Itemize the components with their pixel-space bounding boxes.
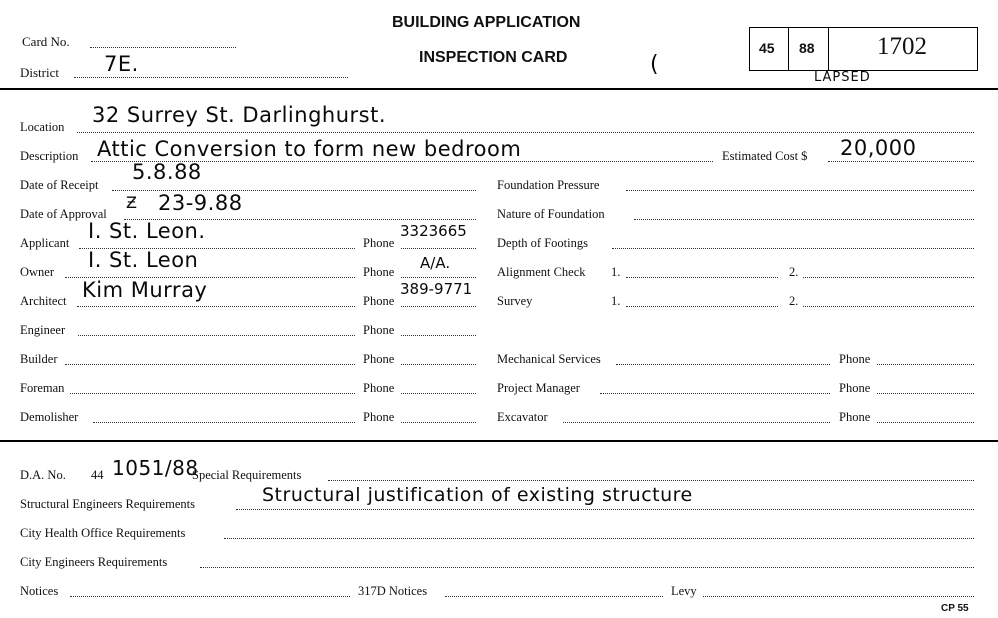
demolisher-phone-field[interactable] xyxy=(401,422,476,423)
owner-phone-label: Phone xyxy=(363,265,395,279)
excavator-label: Excavator xyxy=(497,410,548,424)
applicant-phone-field[interactable] xyxy=(401,248,476,249)
demolisher-field[interactable] xyxy=(93,422,355,423)
applicant-label: Applicant xyxy=(20,236,70,250)
project-manager-field[interactable] xyxy=(600,393,830,394)
da-no-label: D.A. No. xyxy=(20,468,66,482)
city-health-label: City Health Office Requirements xyxy=(20,526,186,540)
engineer-phone-label: Phone xyxy=(363,323,395,337)
foundation-pressure-field[interactable] xyxy=(626,190,974,191)
foreman-phone-field[interactable] xyxy=(401,393,476,394)
margin-mark: ( xyxy=(650,52,660,77)
foreman-phone-label: Phone xyxy=(363,381,395,395)
city-engineers-label: City Engineers Requirements xyxy=(20,555,168,569)
location-value: 32 Surrey St. Darlinghurst. xyxy=(92,103,386,127)
date-of-approval-label: Date of Approval xyxy=(20,207,107,221)
architect-phone-label: Phone xyxy=(363,294,395,308)
location-field[interactable] xyxy=(77,132,974,133)
notices-317d-field[interactable] xyxy=(445,596,663,597)
engineer-field[interactable] xyxy=(78,335,355,336)
section-divider xyxy=(0,440,998,442)
excavator-field[interactable] xyxy=(563,422,830,423)
project-manager-phone-field[interactable] xyxy=(877,393,974,394)
architect-value: Kim Murray xyxy=(82,278,208,302)
mechanical-phone-field[interactable] xyxy=(877,364,974,365)
applicant-value: I. St. Leon. xyxy=(88,219,206,243)
da-no-prefix: 44 xyxy=(91,468,104,482)
owner-label: Owner xyxy=(20,265,55,279)
number-box-card: 1702 xyxy=(828,27,978,71)
depth-of-footings-field[interactable] xyxy=(612,248,974,249)
structural-engineers-label: Structural Engineers Requirements xyxy=(20,497,195,511)
foundation-pressure-label: Foundation Pressure xyxy=(497,178,600,192)
form-title-line2: INSPECTION CARD xyxy=(419,49,568,66)
architect-phone-field[interactable] xyxy=(401,306,476,307)
alignment-check-label: Alignment Check xyxy=(497,265,586,279)
card-no-field[interactable] xyxy=(90,47,236,48)
notices-317d-label: 317D Notices xyxy=(358,584,428,598)
mechanical-services-field[interactable] xyxy=(616,364,830,365)
owner-value: I. St. Leon xyxy=(88,248,199,272)
alignment-check-field-2[interactable] xyxy=(803,277,974,278)
survey-field-1[interactable] xyxy=(626,306,778,307)
architect-label: Architect xyxy=(20,294,67,308)
form-title-line1: BUILDING APPLICATION xyxy=(392,14,581,31)
architect-field[interactable] xyxy=(77,306,355,307)
number-box-year: 88 xyxy=(788,27,829,71)
owner-phone-field[interactable] xyxy=(401,277,476,278)
nature-of-foundation-label: Nature of Foundation xyxy=(497,207,605,221)
alignment-check-field-1[interactable] xyxy=(626,277,778,278)
mechanical-services-label: Mechanical Services xyxy=(497,352,601,366)
nature-of-foundation-field[interactable] xyxy=(634,219,974,220)
structural-engineers-value: Structural justification of existing structure xyxy=(262,484,693,506)
engineer-phone-field[interactable] xyxy=(401,335,476,336)
project-manager-phone-label: Phone xyxy=(839,381,871,395)
da-no-value: 1051/88 xyxy=(112,456,199,480)
owner-phone-value: A/A. xyxy=(420,254,451,272)
description-value: Attic Conversion to form new bedroom xyxy=(97,137,522,161)
alignment-check-num-1: 1. xyxy=(611,265,621,279)
architect-phone-value: 389-9771 xyxy=(400,280,473,298)
builder-label: Builder xyxy=(20,352,58,366)
special-requirements-field[interactable] xyxy=(328,480,974,481)
builder-phone-label: Phone xyxy=(363,352,395,366)
special-requirements-label: Special Requirements xyxy=(192,468,302,482)
engineer-label: Engineer xyxy=(20,323,66,337)
struck-out-mark: Ƶ xyxy=(126,193,138,212)
city-engineers-field[interactable] xyxy=(200,567,974,568)
foreman-field[interactable] xyxy=(70,393,355,394)
form-code: CP 55 xyxy=(941,603,969,614)
foreman-label: Foreman xyxy=(20,381,65,395)
notices-field[interactable] xyxy=(70,596,350,597)
project-manager-label: Project Manager xyxy=(497,381,580,395)
levy-label: Levy xyxy=(671,584,697,598)
estimated-cost-field[interactable] xyxy=(828,161,974,162)
district-value: 7E. xyxy=(104,52,139,76)
survey-num-1: 1. xyxy=(611,294,621,308)
city-health-field[interactable] xyxy=(224,538,974,539)
district-field[interactable] xyxy=(74,77,348,78)
estimated-cost-label: Estimated Cost $ xyxy=(722,149,808,163)
mechanical-phone-label: Phone xyxy=(839,352,871,366)
location-label: Location xyxy=(20,120,65,134)
survey-field-2[interactable] xyxy=(803,306,974,307)
demolisher-label: Demolisher xyxy=(20,410,79,424)
depth-of-footings-label: Depth of Footings xyxy=(497,236,588,250)
applicant-phone-value: 3323665 xyxy=(400,222,467,240)
survey-label: Survey xyxy=(497,294,533,308)
notices-label: Notices xyxy=(20,584,59,598)
structural-engineers-field[interactable] xyxy=(236,509,974,510)
card-no-label: Card No. xyxy=(22,34,70,49)
excavator-phone-label: Phone xyxy=(839,410,871,424)
excavator-phone-field[interactable] xyxy=(877,422,974,423)
date-of-approval-value: 23-9.88 xyxy=(158,191,243,215)
description-label: Description xyxy=(20,149,79,163)
estimated-cost-value: 20,000 xyxy=(840,136,917,160)
survey-num-2: 2. xyxy=(789,294,799,308)
alignment-check-num-2: 2. xyxy=(789,265,799,279)
demolisher-phone-label: Phone xyxy=(363,410,395,424)
lapsed-note: LAPSED xyxy=(814,70,871,85)
applicant-phone-label: Phone xyxy=(363,236,395,250)
levy-field[interactable] xyxy=(703,596,974,597)
number-box-year-prefix: 45 xyxy=(749,27,789,71)
header-divider xyxy=(0,88,998,90)
builder-field[interactable] xyxy=(65,364,355,365)
date-of-receipt-value: 5.8.88 xyxy=(132,160,202,184)
district-label: District xyxy=(20,65,59,80)
date-of-receipt-label: Date of Receipt xyxy=(20,178,99,192)
builder-phone-field[interactable] xyxy=(401,364,476,365)
